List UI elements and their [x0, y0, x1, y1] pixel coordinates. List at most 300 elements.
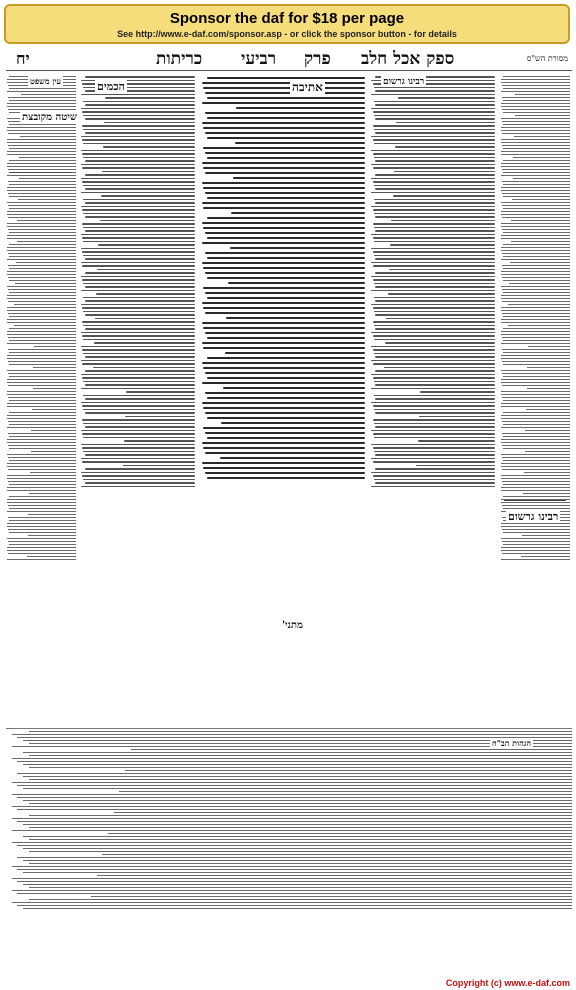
text-line	[375, 118, 495, 120]
text-line	[82, 447, 195, 449]
text-line	[207, 357, 365, 359]
text-line	[85, 104, 195, 106]
text-line	[503, 484, 570, 485]
text-line	[373, 125, 496, 127]
text-line	[7, 499, 76, 500]
text-line	[7, 226, 76, 227]
text-line	[203, 367, 365, 369]
sponsor-banner-link[interactable]: See http://www.e-daf.com/sponsor.asp - or click the sponsor button - for details	[117, 29, 457, 39]
tosafot-heading: הכמים	[97, 80, 125, 93]
text-line	[375, 188, 495, 190]
text-line	[203, 167, 365, 169]
text-line	[9, 208, 76, 209]
mesoret-hashas-label: מסורת הש"ס	[526, 54, 568, 63]
text-line	[525, 430, 570, 431]
text-line	[207, 77, 365, 79]
text-line	[7, 418, 76, 419]
text-line	[375, 426, 495, 428]
text-line	[29, 839, 572, 840]
text-line	[29, 815, 572, 816]
text-line	[503, 172, 570, 173]
text-line	[525, 451, 571, 452]
text-line	[374, 479, 495, 481]
text-line	[83, 227, 195, 229]
text-line	[202, 242, 365, 244]
text-line	[502, 253, 570, 254]
text-line	[9, 520, 76, 521]
text-line	[375, 412, 495, 414]
text-line	[17, 857, 572, 858]
text-line	[503, 412, 570, 413]
text-line	[7, 151, 76, 152]
text-line	[7, 139, 76, 140]
text-line	[501, 238, 570, 239]
text-line	[23, 776, 572, 777]
text-line	[523, 493, 570, 494]
text-line	[12, 866, 572, 867]
text-line	[81, 136, 195, 138]
text-line	[373, 167, 496, 169]
text-line	[83, 353, 195, 355]
text-line	[203, 427, 365, 429]
text-line	[371, 388, 495, 390]
text-line	[515, 115, 570, 116]
text-line	[501, 406, 570, 407]
text-line	[82, 181, 195, 183]
text-line	[503, 352, 570, 353]
text-line	[82, 223, 195, 225]
text-line	[123, 465, 195, 467]
text-line	[503, 460, 570, 461]
text-line	[9, 400, 76, 401]
sponsor-banner-title[interactable]: Sponsor the daf for $18 per page	[169, 10, 405, 27]
text-line	[503, 316, 570, 317]
text-line	[96, 293, 195, 295]
text-line	[14, 304, 76, 305]
text-line	[386, 318, 495, 320]
text-line	[501, 226, 570, 227]
text-line	[7, 403, 76, 404]
text-line	[371, 94, 495, 96]
text-line	[374, 199, 495, 201]
text-line	[375, 216, 495, 218]
text-line	[8, 265, 76, 266]
text-line	[501, 502, 570, 503]
perek-label: פרק	[304, 49, 331, 69]
text-line	[205, 392, 365, 394]
text-line	[501, 379, 570, 380]
text-line	[501, 559, 570, 560]
tosafot-column	[80, 74, 195, 724]
text-line	[9, 436, 76, 437]
text-line	[29, 827, 572, 828]
perek-name: ספק אכל חלב	[361, 49, 455, 69]
text-line	[8, 349, 76, 350]
text-line	[103, 146, 195, 148]
text-line	[7, 271, 76, 272]
text-line	[203, 87, 365, 89]
text-line	[371, 234, 495, 236]
text-line	[8, 277, 76, 278]
text-line	[375, 174, 495, 176]
text-line	[126, 391, 195, 393]
text-line	[82, 125, 195, 127]
text-line	[81, 360, 195, 362]
text-line	[374, 101, 495, 103]
text-line	[9, 244, 76, 245]
text-line	[108, 833, 572, 834]
text-line	[9, 460, 76, 461]
text-line	[391, 220, 495, 222]
text-line	[373, 251, 496, 253]
text-line	[20, 136, 76, 137]
text-line	[23, 908, 572, 909]
text-line	[373, 111, 496, 113]
text-line	[203, 347, 365, 349]
text-line	[12, 878, 572, 879]
text-line	[82, 363, 195, 365]
text-line	[371, 262, 495, 264]
text-line	[7, 370, 76, 371]
text-line	[385, 342, 495, 344]
text-line	[7, 223, 76, 224]
text-line	[501, 118, 570, 119]
text-line	[85, 426, 195, 428]
text-line	[81, 178, 195, 180]
text-line	[7, 274, 76, 275]
text-line	[83, 451, 195, 453]
text-line	[512, 199, 570, 200]
text-line	[29, 887, 572, 888]
text-line	[501, 175, 570, 176]
text-line	[207, 217, 365, 219]
text-line	[203, 267, 365, 269]
text-line	[501, 418, 570, 419]
text-line	[375, 370, 495, 372]
text-line	[82, 251, 195, 253]
text-line	[7, 466, 76, 467]
text-line	[85, 272, 195, 274]
text-line	[501, 442, 570, 443]
text-line	[7, 439, 76, 440]
text-line	[371, 290, 495, 292]
text-line	[8, 505, 76, 506]
text-line	[501, 526, 570, 527]
text-line	[375, 398, 495, 400]
daf-header	[6, 48, 572, 71]
text-line	[124, 440, 195, 442]
text-line	[203, 207, 365, 209]
text-line	[374, 395, 495, 397]
text-line	[8, 109, 76, 110]
text-line	[19, 157, 76, 158]
text-line	[94, 342, 195, 344]
text-line	[31, 451, 77, 452]
text-line	[373, 153, 496, 155]
text-line	[85, 454, 195, 456]
text-line	[502, 121, 570, 122]
text-line	[502, 469, 570, 470]
text-line	[502, 373, 570, 374]
text-line	[12, 782, 572, 783]
text-line	[502, 169, 570, 170]
text-line	[501, 274, 570, 275]
text-line	[235, 142, 365, 144]
text-line	[205, 372, 365, 374]
text-line	[236, 107, 365, 109]
text-line	[207, 377, 365, 379]
text-line	[82, 237, 195, 239]
text-line	[85, 258, 195, 260]
daf-number: יח	[16, 49, 30, 68]
text-line	[83, 311, 195, 313]
text-line	[8, 553, 76, 554]
text-line	[223, 387, 365, 389]
text-line	[9, 496, 76, 497]
text-line	[371, 402, 495, 404]
text-line	[8, 169, 76, 170]
text-line	[374, 157, 495, 159]
text-line	[226, 317, 365, 319]
text-line	[501, 235, 570, 236]
text-line	[29, 755, 572, 756]
text-line	[81, 108, 195, 110]
text-line	[501, 358, 570, 359]
text-line	[371, 332, 495, 334]
text-line	[31, 430, 76, 431]
text-line	[371, 374, 495, 376]
text-line	[521, 556, 570, 557]
text-line	[81, 374, 195, 376]
text-line	[230, 247, 365, 249]
text-line	[23, 836, 572, 837]
gemara-opening-word: אתיבה	[292, 80, 323, 94]
text-line	[82, 335, 195, 337]
text-line	[81, 472, 195, 474]
text-line	[9, 124, 76, 125]
text-line	[388, 293, 496, 295]
text-line	[501, 82, 570, 83]
text-line	[501, 190, 570, 191]
text-line	[12, 806, 572, 807]
text-line	[205, 272, 365, 274]
text-line	[233, 177, 365, 179]
text-line	[7, 214, 76, 215]
text-line	[502, 265, 570, 266]
text-line	[7, 250, 76, 251]
text-line	[101, 195, 195, 197]
text-line	[23, 752, 572, 753]
text-line	[7, 415, 76, 416]
text-line	[371, 430, 495, 432]
text-line	[7, 319, 76, 320]
text-line	[501, 259, 570, 260]
text-line	[12, 830, 572, 831]
text-line	[373, 419, 496, 421]
text-line	[7, 298, 76, 299]
text-line	[82, 265, 195, 267]
text-line	[203, 127, 365, 129]
text-line	[8, 373, 76, 374]
text-line	[502, 217, 570, 218]
text-line	[17, 761, 572, 762]
text-line	[501, 130, 570, 131]
text-line	[8, 541, 76, 542]
text-line	[12, 818, 572, 819]
text-line	[207, 477, 365, 479]
text-line	[8, 217, 76, 218]
text-line	[85, 356, 195, 358]
text-line	[502, 301, 570, 302]
text-line	[23, 824, 572, 825]
text-line	[82, 433, 195, 435]
text-line	[7, 511, 76, 512]
text-line	[82, 349, 195, 351]
text-line	[221, 422, 365, 424]
text-line	[374, 437, 495, 439]
text-line	[8, 445, 76, 446]
text-line	[23, 764, 572, 765]
text-line	[7, 463, 76, 464]
text-line	[100, 220, 195, 222]
text-line	[371, 136, 495, 138]
text-line	[373, 237, 496, 239]
text-line	[501, 403, 570, 404]
text-line	[373, 209, 496, 211]
text-line	[501, 331, 570, 332]
text-line	[8, 145, 76, 146]
text-line	[15, 283, 76, 284]
text-line	[85, 76, 195, 78]
text-line	[8, 433, 76, 434]
sponsor-banner[interactable]	[4, 4, 570, 44]
text-line	[503, 364, 570, 365]
text-line	[81, 290, 195, 292]
text-line	[502, 529, 570, 530]
text-line	[7, 490, 76, 491]
text-line	[502, 313, 570, 314]
masechet-name: כריתות	[156, 49, 203, 69]
text-line	[202, 222, 365, 224]
text-line	[9, 316, 76, 317]
text-line	[82, 461, 195, 463]
text-line	[7, 391, 76, 392]
text-line	[83, 339, 195, 341]
text-line	[203, 227, 365, 229]
text-line	[202, 182, 365, 184]
text-line	[7, 382, 76, 383]
text-line	[371, 444, 495, 446]
text-line	[95, 318, 195, 320]
text-line	[501, 466, 570, 467]
text-line	[371, 192, 495, 194]
text-line	[8, 253, 76, 254]
text-line	[8, 193, 76, 194]
text-line	[8, 469, 76, 470]
text-line	[81, 192, 195, 194]
text-line	[374, 353, 495, 355]
text-line	[420, 391, 495, 393]
text-line	[207, 257, 365, 259]
text-line	[502, 541, 570, 542]
text-line	[8, 229, 76, 230]
text-line	[7, 259, 76, 260]
text-line	[202, 442, 365, 444]
text-line	[105, 97, 195, 99]
text-line	[28, 514, 76, 515]
text-line	[371, 346, 495, 348]
text-line	[93, 367, 195, 369]
text-line	[501, 286, 570, 287]
text-line	[34, 346, 76, 347]
text-line	[85, 398, 195, 400]
text-line	[371, 178, 495, 180]
text-line	[503, 376, 570, 377]
text-line	[205, 92, 365, 94]
text-line	[83, 283, 195, 285]
text-line	[9, 232, 76, 233]
text-line	[501, 163, 570, 164]
text-line	[502, 85, 570, 86]
text-line	[33, 388, 76, 389]
text-line	[416, 465, 495, 467]
text-line	[528, 346, 570, 347]
text-line	[8, 361, 76, 362]
text-line	[9, 196, 76, 197]
text-line	[9, 424, 76, 425]
text-line	[98, 244, 195, 246]
text-line	[502, 445, 570, 446]
text-line	[502, 553, 570, 554]
divider-ornament	[10, 172, 72, 173]
text-line	[207, 417, 365, 419]
text-line	[501, 139, 570, 140]
text-line	[7, 547, 76, 548]
text-line	[375, 384, 495, 386]
text-line	[371, 164, 495, 166]
text-line	[203, 147, 365, 149]
text-line	[82, 307, 195, 309]
text-line	[202, 102, 365, 104]
text-line	[7, 331, 76, 332]
text-line	[8, 313, 76, 314]
text-line	[8, 205, 76, 206]
text-line	[502, 385, 570, 386]
text-line	[7, 310, 76, 311]
text-line	[102, 171, 195, 173]
text-line	[7, 106, 76, 107]
text-line	[207, 297, 365, 299]
text-line	[32, 409, 76, 410]
text-line	[371, 276, 495, 278]
text-line	[17, 737, 572, 738]
text-line	[17, 773, 572, 774]
copyright-link[interactable]: Copyright (c) www.e-daf.com	[445, 978, 570, 988]
text-line	[205, 152, 365, 154]
text-line	[205, 452, 365, 454]
text-line	[97, 875, 572, 876]
text-line	[12, 734, 572, 735]
text-line	[29, 899, 572, 900]
text-line	[202, 162, 365, 164]
text-line	[503, 340, 570, 341]
text-line	[85, 174, 195, 176]
text-line	[203, 187, 365, 189]
text-line	[8, 181, 76, 182]
text-line	[207, 117, 365, 119]
text-line	[371, 150, 495, 152]
text-line	[515, 94, 570, 95]
